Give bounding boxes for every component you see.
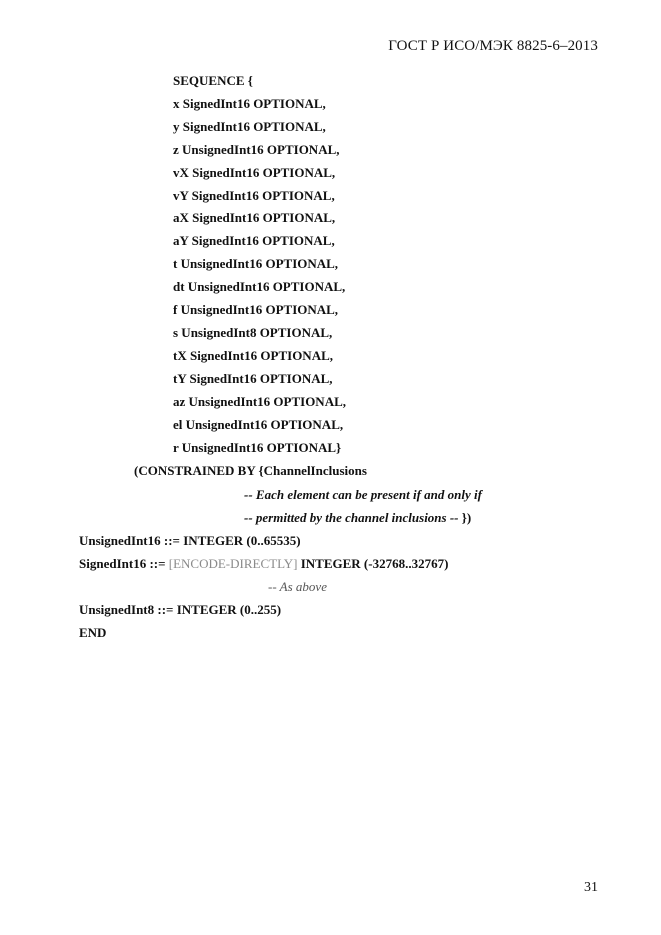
sequence-field: vX SignedInt16 OPTIONAL, bbox=[173, 165, 336, 180]
sequence-field: t UnsignedInt16 OPTIONAL, bbox=[173, 256, 339, 271]
sequence-field: el UnsignedInt16 OPTIONAL, bbox=[173, 417, 344, 432]
sequence-field: dt UnsignedInt16 OPTIONAL, bbox=[173, 279, 346, 294]
sequence-field: f UnsignedInt16 OPTIONAL, bbox=[173, 302, 339, 317]
as-above-comment: -- As above bbox=[268, 579, 327, 594]
sequence-field: tX SignedInt16 OPTIONAL, bbox=[173, 348, 333, 363]
signed16-prefix: SignedInt16 ::= bbox=[79, 556, 169, 571]
sequence-field: z UnsignedInt16 OPTIONAL, bbox=[173, 142, 340, 157]
sequence-field: x SignedInt16 OPTIONAL, bbox=[173, 96, 326, 111]
unsigned8-definition: UnsignedInt8 ::= INTEGER (0..255) bbox=[79, 602, 282, 617]
sequence-open: SEQUENCE { bbox=[173, 73, 253, 88]
constraint-comment-2 bbox=[244, 510, 471, 526]
signed16-suffix: INTEGER (-32768..32767) bbox=[297, 556, 449, 571]
sequence-field: aY SignedInt16 OPTIONAL, bbox=[173, 233, 335, 248]
unsigned16-definition: UnsignedInt16 ::= INTEGER (0..65535) bbox=[79, 533, 301, 548]
sequence-field: s UnsignedInt8 OPTIONAL, bbox=[173, 325, 333, 340]
sequence-field: r UnsignedInt16 OPTIONAL} bbox=[173, 440, 342, 455]
sequence-field: az UnsignedInt16 OPTIONAL, bbox=[173, 394, 346, 409]
constraint-comment-1: -- Each element can be present if and only if bbox=[244, 487, 482, 502]
constraint-comment-2-text: -- permitted by the channel inclusions -- bbox=[244, 510, 459, 525]
sequence-field: y SignedInt16 OPTIONAL, bbox=[173, 119, 326, 134]
page-header: ГОСТ Р ИСО/МЭК 8825-6–2013 bbox=[388, 38, 598, 54]
end-keyword: END bbox=[79, 625, 107, 640]
constraint-close: }) bbox=[458, 510, 472, 525]
sequence-field: vY SignedInt16 OPTIONAL, bbox=[173, 188, 335, 203]
sequence-field: aX SignedInt16 OPTIONAL, bbox=[173, 210, 336, 225]
signed16-definition bbox=[79, 556, 448, 572]
constraint-line: (CONSTRAINED BY {ChannelInclusions bbox=[134, 463, 367, 478]
page-number: 31 bbox=[584, 880, 598, 895]
encode-directly-tag: [ENCODE-DIRECTLY] bbox=[168, 556, 298, 571]
sequence-field: tY SignedInt16 OPTIONAL, bbox=[173, 371, 333, 386]
